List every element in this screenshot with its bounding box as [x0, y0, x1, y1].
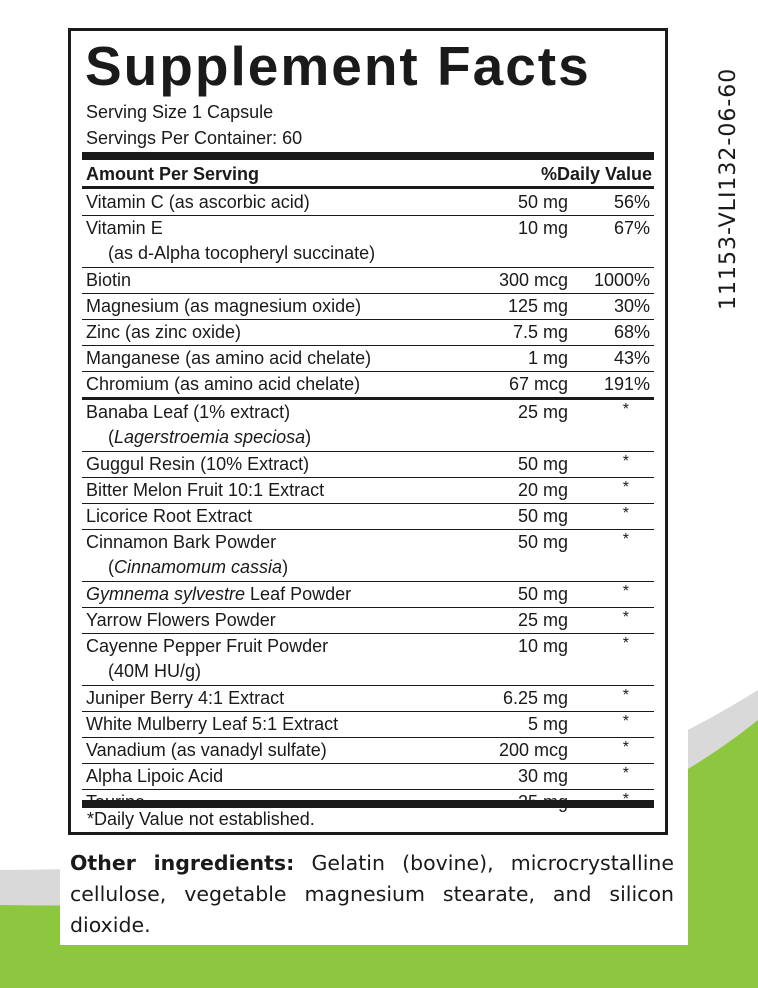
ingredient-amount: 6.25 mg — [502, 688, 568, 708]
ingredient-amount: 5 mg — [527, 714, 568, 734]
ingredient-amount: 50 mg — [517, 192, 568, 212]
table-row — [82, 764, 654, 790]
ingredient-daily-value: * — [622, 583, 629, 600]
table-row — [82, 190, 654, 216]
ingredient-daily-value: 68% — [613, 322, 650, 342]
ingredient-source: (40M HU/g) — [108, 661, 202, 681]
ingredient-amount: 25 mg — [517, 402, 568, 422]
ingredient-daily-value: * — [622, 635, 629, 652]
ingredient-daily-value: * — [622, 713, 629, 730]
ingredient-name: Cayenne Pepper Fruit Powder — [86, 636, 329, 656]
other-ingredients — [70, 848, 674, 941]
divider-thick — [82, 152, 654, 160]
botanical-rows — [82, 400, 654, 815]
table-row — [82, 320, 654, 346]
table-row — [82, 452, 654, 478]
nutrient-table — [82, 190, 654, 815]
table-row — [82, 216, 654, 268]
amount-per-serving-header: Amount Per Serving — [86, 164, 260, 184]
ingredient-daily-value: 43% — [613, 348, 650, 368]
ingredient-amount: 67 mcg — [508, 374, 568, 394]
ingredient-daily-value: 1000% — [593, 270, 650, 290]
table-row — [82, 530, 654, 582]
ingredient-amount: 50 mg — [517, 532, 568, 552]
ingredient-amount: 50 mg — [517, 454, 568, 474]
ingredient-name: Cinnamon Bark Powder — [86, 532, 277, 552]
ingredient-name: Alpha Lipoic Acid — [86, 766, 224, 786]
ingredient-daily-value: * — [622, 505, 629, 522]
table-row — [82, 294, 654, 320]
table-row — [82, 608, 654, 634]
ingredient-name: Banaba Leaf (1% extract) — [86, 402, 291, 422]
latin-name: Gymnema sylvestre — [86, 584, 246, 604]
ingredient-source: (Lagerstroemia speciosa) — [108, 427, 312, 447]
ingredient-amount: 20 mg — [517, 480, 568, 500]
table-row — [82, 372, 654, 400]
divider-header — [82, 186, 654, 189]
serving-size: Serving Size 1 Capsule — [86, 102, 274, 122]
ingredient-name: Juniper Berry 4:1 Extract — [86, 688, 285, 708]
ingredient-daily-value: * — [622, 687, 629, 704]
table-row — [82, 400, 654, 452]
servings-per-container: Servings Per Container: 60 — [86, 128, 303, 148]
ingredient-name: Vitamin E — [86, 218, 163, 238]
ingredient-name: Zinc (as zinc oxide) — [86, 322, 242, 342]
ingredient-daily-value: 30% — [613, 296, 650, 316]
ingredient-daily-value: * — [622, 739, 629, 756]
table-row — [82, 478, 654, 504]
ingredient-name: Guggul Resin (10% Extract) — [86, 454, 310, 474]
latin-name: Lagerstroemia speciosa — [114, 427, 306, 447]
ingredient-daily-value: * — [622, 765, 629, 782]
ingredient-name: Bitter Melon Fruit 10:1 Extract — [86, 480, 325, 500]
ingredient-amount: 10 mg — [517, 636, 568, 656]
ingredient-amount: 125 mg — [507, 296, 568, 316]
ingredient-daily-value: * — [622, 453, 629, 470]
ingredient-daily-value: 67% — [613, 218, 650, 238]
vitamin-rows — [82, 190, 654, 400]
footnote: *Daily Value not established. — [87, 809, 315, 829]
ingredient-daily-value: * — [622, 479, 629, 496]
ingredient-amount: 50 mg — [517, 506, 568, 526]
panel-title: Supplement Facts — [85, 35, 591, 97]
latin-name: Cinnamomum cassia — [114, 557, 283, 577]
ingredient-name: Licorice Root Extract — [86, 506, 253, 526]
ingredient-daily-value: * — [622, 401, 629, 418]
table-row — [82, 582, 654, 608]
ingredient-amount: 1 mg — [527, 348, 568, 368]
ingredient-source: (Cinnamomum cassia) — [108, 557, 289, 577]
ingredient-daily-value: * — [622, 531, 629, 548]
ingredient-amount: 50 mg — [517, 584, 568, 604]
table-row — [82, 712, 654, 738]
table-row — [82, 686, 654, 712]
table-row — [82, 504, 654, 530]
ingredient-amount: 10 mg — [517, 218, 568, 238]
ingredient-amount: 7.5 mg — [512, 322, 568, 342]
ingredient-daily-value: 191% — [603, 374, 650, 394]
ingredient-name: White Mulberry Leaf 5:1 Extract — [86, 714, 339, 734]
ingredient-daily-value: 56% — [613, 192, 650, 212]
ingredient-amount: 30 mg — [517, 766, 568, 786]
table-row — [82, 738, 654, 764]
lot-code: 11153-VLI132-06-60 — [716, 67, 741, 310]
ingredient-name: Gymnema sylvestre Leaf Powder — [86, 584, 352, 604]
ingredient-amount: 300 mcg — [498, 270, 568, 290]
ingredient-name: Chromium (as amino acid chelate) — [86, 374, 361, 394]
ingredient-source: (as d-Alpha tocopheryl succinate) — [108, 243, 376, 263]
ingredient-amount: 200 mcg — [498, 740, 568, 760]
ingredient-name: Magnesium (as magnesium oxide) — [86, 296, 362, 316]
table-row — [82, 634, 654, 686]
ingredient-name: Manganese (as amino acid chelate) — [86, 348, 372, 368]
ingredient-amount: 25 mg — [517, 610, 568, 630]
other-ingredients-text: Gelatin (bovine), microcrystalline cellulose, vegetable magnesium stearate, and silicon dioxide. — [70, 851, 674, 937]
ingredient-name: Yarrow Flowers Powder — [86, 610, 276, 630]
supplement-facts-panel — [68, 28, 668, 835]
ingredient-name: Vitamin C (as ascorbic acid) — [86, 192, 310, 212]
table-row — [82, 346, 654, 372]
ingredient-daily-value: * — [622, 609, 629, 626]
daily-value-header: %Daily Value — [540, 164, 652, 184]
ingredient-name: Vanadium (as vanadyl sulfate) — [86, 740, 327, 760]
ingredient-name: Biotin — [86, 270, 132, 290]
other-ingredients-label: Other ingredients: — [70, 851, 295, 875]
table-row — [82, 268, 654, 294]
